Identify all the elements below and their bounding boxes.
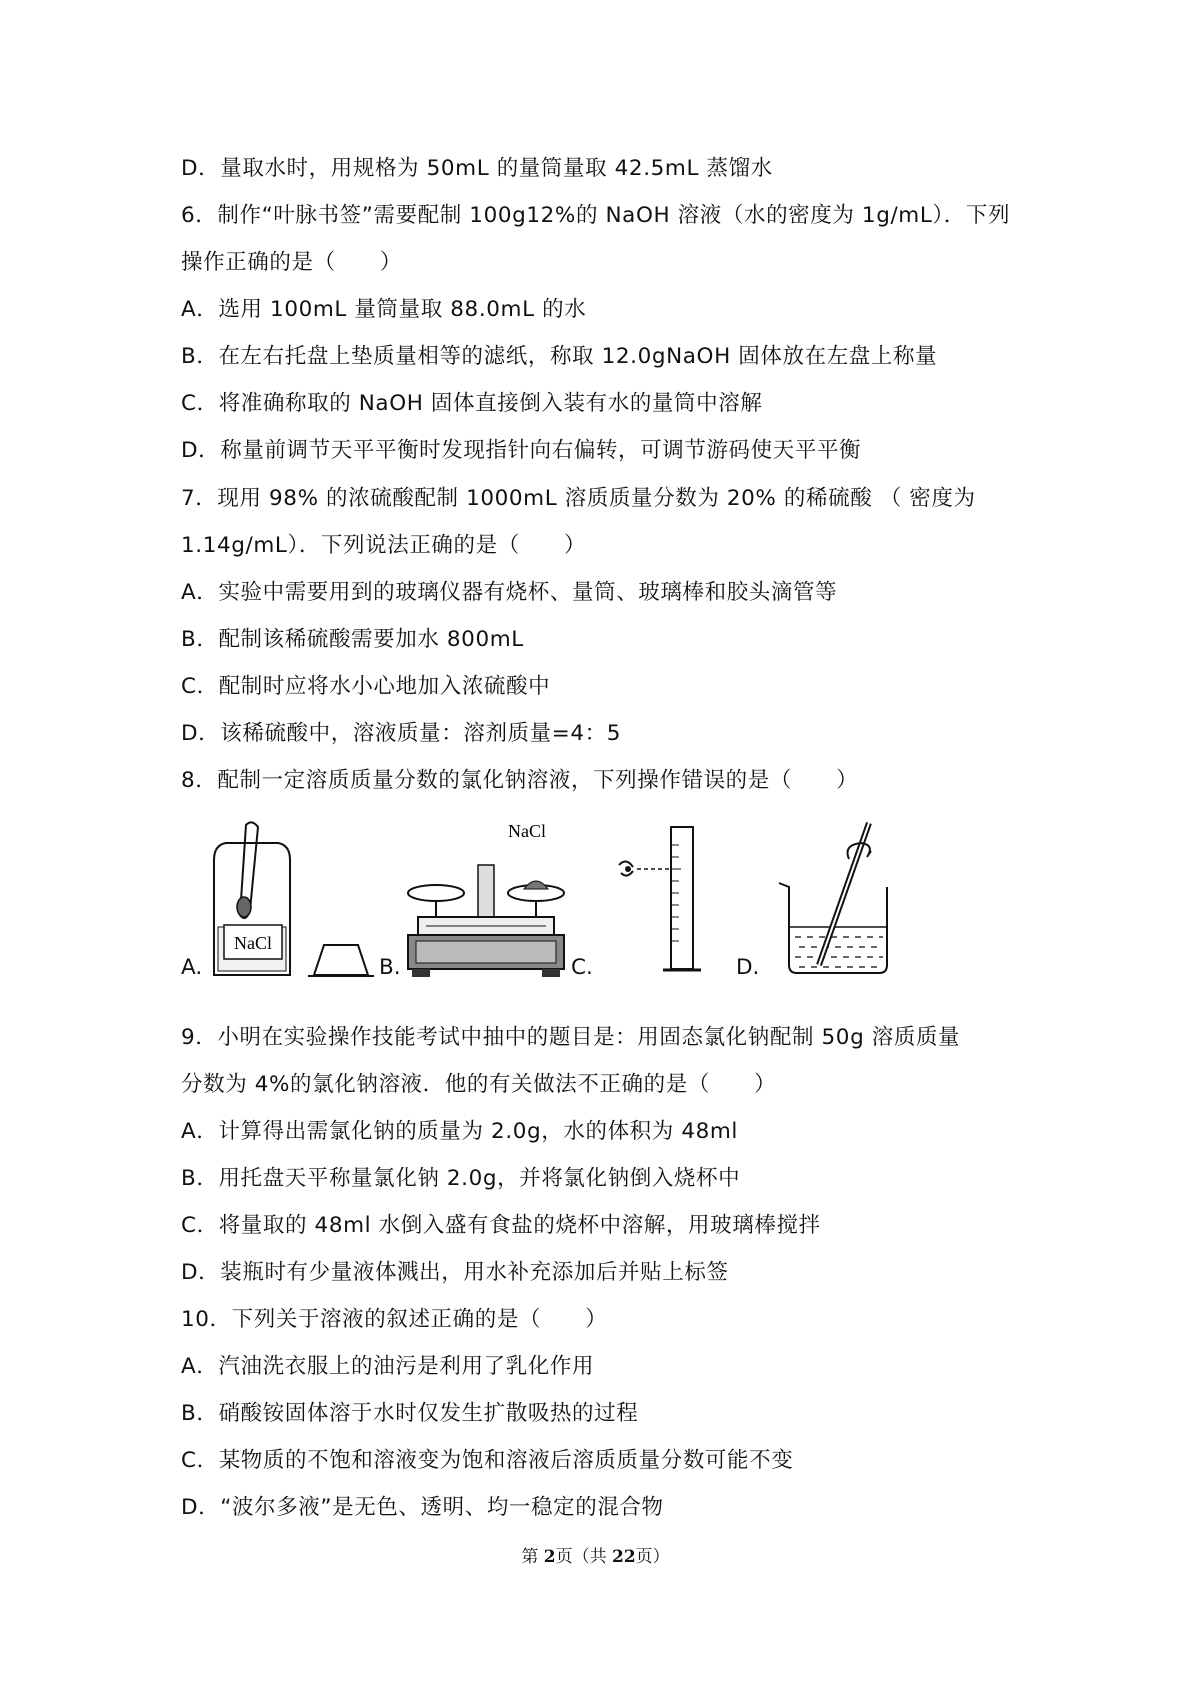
graduated-cylinder-figure: [601, 815, 721, 980]
figure-a-label: A.: [181, 955, 203, 980]
question-9-option-c: C．将量取的 48ml 水倒入盛有食盐的烧杯中溶解，用玻璃棒搅拌: [181, 1213, 821, 1238]
question-6-stem: 6．制作“叶脉书签”需要配制 100g12%的 NaOH 溶液（水的密度为 1g/mL）．下列: [181, 203, 1011, 228]
stopper-figure: [306, 935, 376, 980]
balance-label: NaCl: [508, 821, 546, 841]
figure-d-label: D.: [736, 955, 760, 980]
question-7-option-a: A．实验中需要用到的玻璃仪器有烧杯、量筒、玻璃棒和胶头滴管等: [181, 580, 838, 605]
page-footer: [0, 1545, 1191, 1569]
balance-figure: [406, 815, 571, 980]
question-9-stem: 9．小明在实验操作技能考试中抽中的题目是：用固态氯化钠配制 50g 溶质质量: [181, 1025, 961, 1050]
jar-label: NaCl: [234, 933, 272, 953]
question-7-option-d: D．该稀硫酸中，溶液质量：溶剂质量=4：5: [181, 721, 622, 746]
footer-middle: 页（共: [555, 1547, 612, 1567]
question-6-option-a: A．选用 100mL 量筒量取 88.0mL 的水: [181, 297, 587, 322]
question-10-option-a: A．汽油洗衣服上的油污是利用了乳化作用: [181, 1354, 595, 1379]
question-8-stem: 8．配制一定溶质质量分数的氯化钠溶液，下列操作错误的是（ ）: [181, 768, 859, 793]
question-7-stem-cont: 1.14g/mL）．下列说法正确的是（ ）: [181, 533, 587, 558]
question-10-stem: 10．下列关于溶液的叙述正确的是（ ）: [181, 1307, 608, 1332]
question-9-option-a: A．计算得出需氯化钠的质量为 2.0g，水的体积为 48ml: [181, 1119, 738, 1144]
question-10-option-c: C．某物质的不饱和溶液变为饱和溶液后溶质质量分数可能不变: [181, 1448, 794, 1473]
question-10-option-b: B．硝酸铵固体溶于水时仅发生扩散吸热的过程: [181, 1401, 639, 1426]
footer-suffix: 页）: [635, 1547, 670, 1567]
question-7-stem: 7．现用 98% 的浓硫酸配制 1000mL 溶质质量分数为 20% 的稀硫酸 （ 密度为: [181, 486, 976, 511]
question-6-option-b: B．在左右托盘上垫质量相等的滤纸，称取 12.0gNaOH 固体放在左盘上称量: [181, 344, 938, 369]
text-line: D．量取水时，用规格为 50mL 的量筒量取 42.5mL 蒸馏水: [181, 156, 773, 181]
question-6-option-d: D．称量前调节天平平衡时发现指针向右偏转，可调节游码使天平平衡: [181, 438, 862, 463]
question-7-option-b: B．配制该稀硫酸需要加水 800mL: [181, 627, 524, 652]
question-8-figures: [181, 815, 1031, 985]
question-7-option-c: C．配制时应将水小心地加入浓硫酸中: [181, 674, 551, 699]
figure-c-label: C.: [571, 955, 593, 980]
question-6-stem-cont: 操作正确的是（ ）: [181, 250, 403, 275]
question-10-option-d: D．“波尔多液”是无色、透明、均一稳定的混合物: [181, 1495, 664, 1520]
question-6-option-c: C．将准确称取的 NaOH 固体直接倒入装有水的量筒中溶解: [181, 391, 763, 416]
figure-b-label: B.: [379, 955, 401, 980]
footer-total-pages: 22: [611, 1547, 636, 1567]
footer-page-number: 2: [543, 1547, 556, 1567]
question-9-option-d: D．装瓶时有少量液体溅出，用水补充添加后并贴上标签: [181, 1260, 729, 1285]
question-9-stem-cont: 分数为 4%的氯化钠溶液．他的有关做法不正确的是（ ）: [181, 1072, 777, 1097]
beaker-stirring-figure: [771, 815, 911, 980]
question-9-option-b: B．用托盘天平称量氯化钠 2.0g，并将氯化钠倒入烧杯中: [181, 1166, 741, 1191]
footer-prefix: 第: [521, 1547, 544, 1567]
